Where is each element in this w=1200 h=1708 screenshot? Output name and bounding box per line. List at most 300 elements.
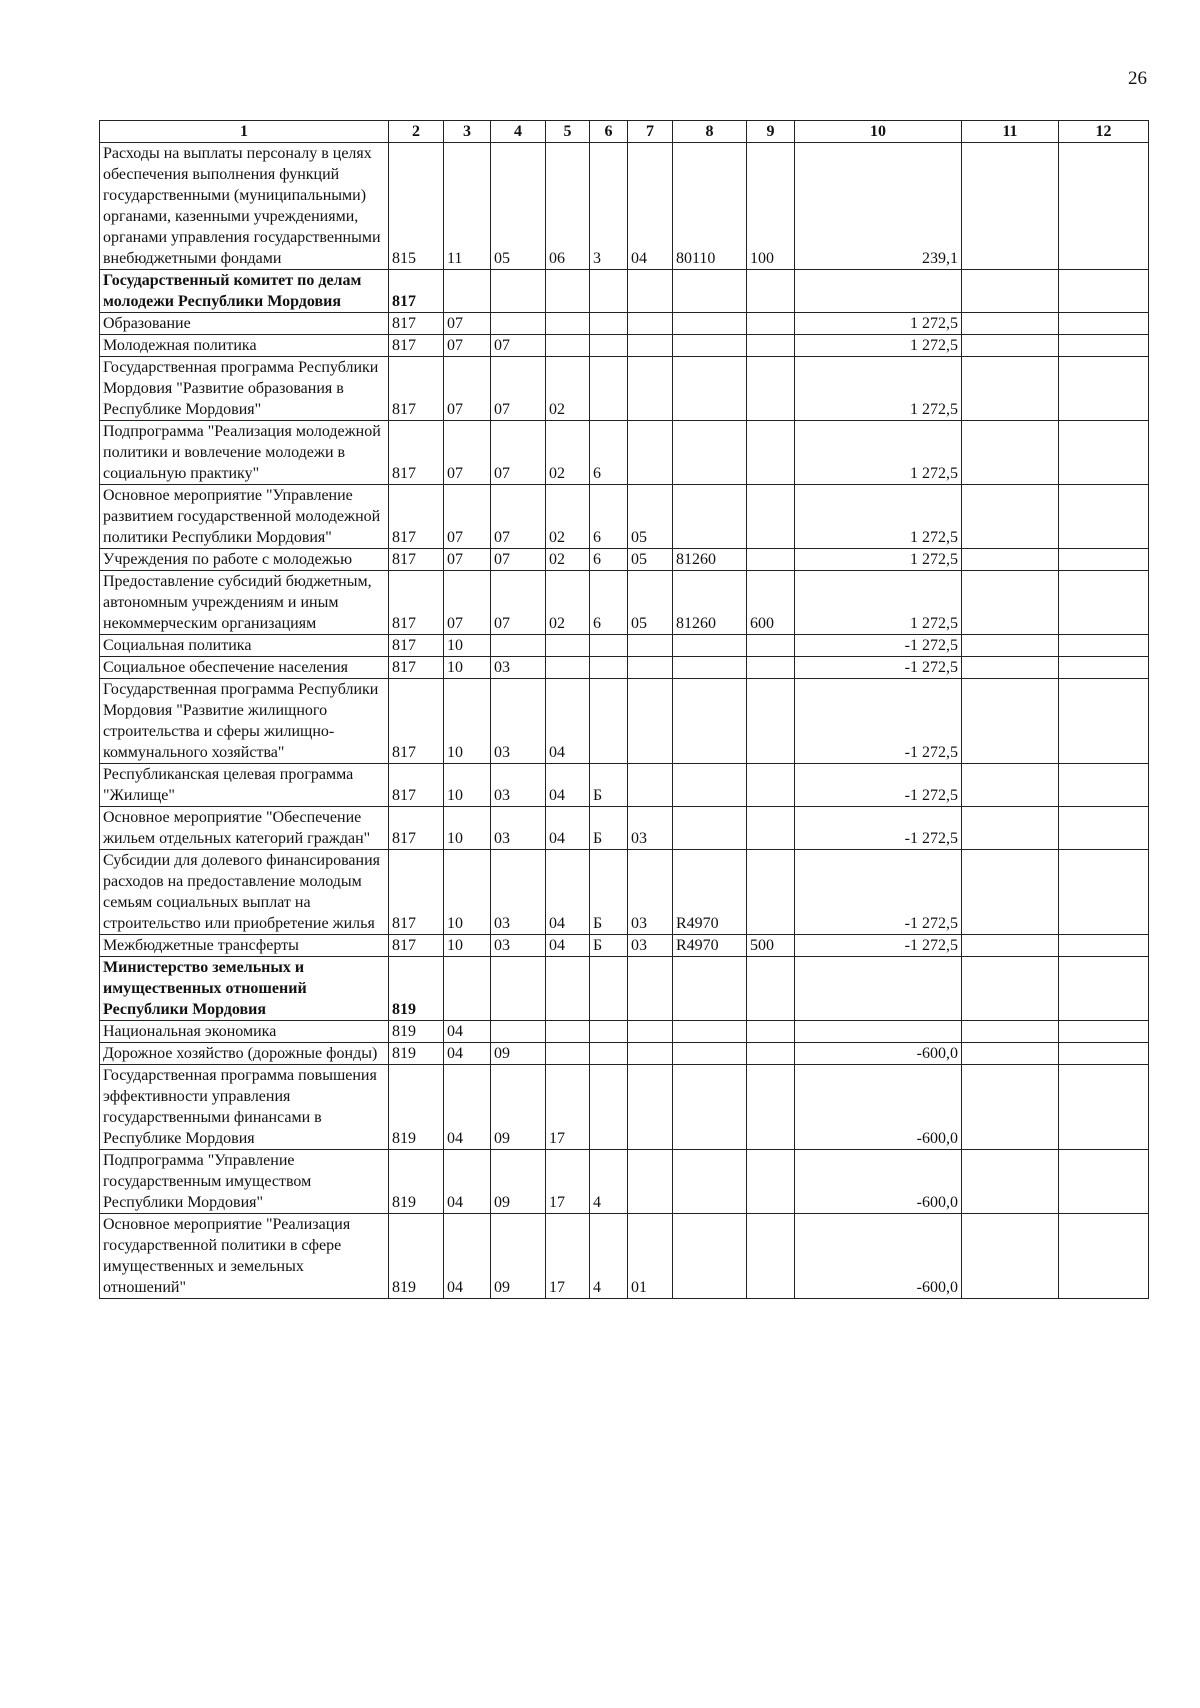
program-cell: 02 [546, 549, 590, 571]
direction-cell [673, 357, 747, 421]
amount-cell: 1 272,5 [795, 313, 962, 335]
direction-cell [673, 270, 747, 313]
section-cell: 07 [444, 571, 491, 635]
amount-cell: -600,0 [795, 1214, 962, 1299]
table-row [100, 957, 1149, 1021]
expense-type-cell [747, 270, 795, 313]
program-cell [546, 957, 590, 1021]
item-name-cell: Дорожное хозяйство (дорожные фонды) [100, 1043, 389, 1065]
expense-type-cell [747, 1043, 795, 1065]
subsection-cell [491, 1021, 546, 1043]
column-12-cell [1059, 143, 1149, 270]
item-name-cell: Государственный комитет по делам молодежи Республики Мордовия [100, 270, 389, 313]
program-cell: 04 [546, 850, 590, 935]
admin-code-cell: 817 [389, 485, 444, 549]
direction-cell [673, 807, 747, 850]
table-row [100, 657, 1149, 679]
direction-cell [673, 957, 747, 1021]
activity-cell [628, 1021, 673, 1043]
column-12-cell [1059, 957, 1149, 1021]
subsection-cell: 07 [491, 549, 546, 571]
amount-cell: -1 272,5 [795, 850, 962, 935]
program-cell: 04 [546, 935, 590, 957]
admin-code-cell: 819 [389, 1214, 444, 1299]
admin-code-cell: 817 [389, 850, 444, 935]
table-row [100, 1043, 1149, 1065]
subsection-cell [491, 957, 546, 1021]
table-row [100, 270, 1149, 313]
activity-cell [628, 764, 673, 807]
amount-cell: -1 272,5 [795, 657, 962, 679]
column-11-cell [962, 635, 1059, 657]
column-12-cell [1059, 485, 1149, 549]
expense-type-cell [747, 957, 795, 1021]
section-cell: 10 [444, 935, 491, 957]
column-11-cell [962, 313, 1059, 335]
header-row [100, 121, 1149, 143]
subprogram-cell: 6 [590, 549, 628, 571]
section-cell: 10 [444, 764, 491, 807]
item-name-cell: Государственная программа Республики Мордовия "Развитие жилищного строительства и сферы жилищно-коммунального хозяйства" [100, 679, 389, 764]
table-row [100, 1214, 1149, 1299]
column-12-cell [1059, 1043, 1149, 1065]
item-name-cell: Основное мероприятие "Реализация государственной политики в сфере имущественных и земельных отношений" [100, 1214, 389, 1299]
admin-code-cell: 817 [389, 764, 444, 807]
activity-cell: 05 [628, 571, 673, 635]
direction-cell [673, 1021, 747, 1043]
subsection-cell: 07 [491, 335, 546, 357]
program-cell [546, 335, 590, 357]
column-header-5: 5 [546, 121, 590, 143]
item-name-cell: Министерство земельных и имущественных отношений Республики Мордовия [100, 957, 389, 1021]
amount-cell: 1 272,5 [795, 571, 962, 635]
activity-cell [628, 657, 673, 679]
item-name-cell: Социальное обеспечение населения [100, 657, 389, 679]
direction-cell [673, 485, 747, 549]
subprogram-cell [590, 335, 628, 357]
table-row [100, 571, 1149, 635]
column-header-7: 7 [628, 121, 673, 143]
direction-cell: 81260 [673, 549, 747, 571]
section-cell [444, 957, 491, 1021]
program-cell: 02 [546, 357, 590, 421]
column-12-cell [1059, 335, 1149, 357]
table-row [100, 485, 1149, 549]
column-11-cell [962, 957, 1059, 1021]
activity-cell: 05 [628, 485, 673, 549]
amount-cell: 1 272,5 [795, 335, 962, 357]
expense-type-cell [747, 549, 795, 571]
subprogram-cell [590, 635, 628, 657]
admin-code-cell: 817 [389, 270, 444, 313]
amount-cell: 1 272,5 [795, 549, 962, 571]
admin-code-cell: 817 [389, 657, 444, 679]
expense-type-cell [747, 657, 795, 679]
subprogram-cell: Б [590, 764, 628, 807]
admin-code-cell: 819 [389, 1065, 444, 1150]
table-row [100, 935, 1149, 957]
program-cell [546, 1043, 590, 1065]
expense-type-cell [747, 485, 795, 549]
direction-cell: R4970 [673, 850, 747, 935]
direction-cell [673, 1150, 747, 1214]
subsection-cell: 07 [491, 421, 546, 485]
amount-cell: -1 272,5 [795, 764, 962, 807]
expense-type-cell [747, 1021, 795, 1043]
section-cell: 04 [444, 1043, 491, 1065]
program-cell [546, 313, 590, 335]
column-11-cell [962, 571, 1059, 635]
column-11-cell [962, 1214, 1059, 1299]
table-row [100, 635, 1149, 657]
column-12-cell [1059, 571, 1149, 635]
expense-type-cell: 500 [747, 935, 795, 957]
section-cell: 10 [444, 635, 491, 657]
section-cell: 11 [444, 143, 491, 270]
admin-code-cell: 817 [389, 357, 444, 421]
activity-cell [628, 335, 673, 357]
column-12-cell [1059, 635, 1149, 657]
expense-type-cell [747, 421, 795, 485]
column-12-cell [1059, 549, 1149, 571]
column-header-12: 12 [1059, 121, 1149, 143]
subprogram-cell: 4 [590, 1150, 628, 1214]
column-11-cell [962, 1065, 1059, 1150]
column-11-cell [962, 1021, 1059, 1043]
subprogram-cell [590, 357, 628, 421]
program-cell: 04 [546, 807, 590, 850]
item-name-cell: Государственная программа Республики Мордовия "Развитие образования в Республике Мордовия" [100, 357, 389, 421]
subsection-cell: 03 [491, 657, 546, 679]
item-name-cell: Учреждения по работе с молодежью [100, 549, 389, 571]
column-11-cell [962, 1150, 1059, 1214]
section-cell [444, 270, 491, 313]
direction-cell [673, 635, 747, 657]
program-cell [546, 657, 590, 679]
section-cell: 07 [444, 357, 491, 421]
amount-cell: 1 272,5 [795, 421, 962, 485]
item-name-cell: Республиканская целевая программа "Жилище" [100, 764, 389, 807]
column-12-cell [1059, 1021, 1149, 1043]
program-cell: 17 [546, 1065, 590, 1150]
subsection-cell: 03 [491, 679, 546, 764]
admin-code-cell: 817 [389, 635, 444, 657]
column-11-cell [962, 850, 1059, 935]
table-row [100, 335, 1149, 357]
program-cell [546, 1021, 590, 1043]
section-cell: 04 [444, 1021, 491, 1043]
section-cell: 04 [444, 1065, 491, 1150]
item-name-cell: Межбюджетные трансферты [100, 935, 389, 957]
subsection-cell: 07 [491, 485, 546, 549]
activity-cell [628, 313, 673, 335]
subsection-cell: 03 [491, 935, 546, 957]
activity-cell: 05 [628, 549, 673, 571]
amount-cell: 239,1 [795, 143, 962, 270]
column-12-cell [1059, 679, 1149, 764]
admin-code-cell: 819 [389, 1043, 444, 1065]
section-cell: 10 [444, 807, 491, 850]
amount-cell [795, 270, 962, 313]
column-11-cell [962, 657, 1059, 679]
amount-cell: 1 272,5 [795, 485, 962, 549]
activity-cell: 03 [628, 850, 673, 935]
activity-cell [628, 1043, 673, 1065]
subsection-cell [491, 270, 546, 313]
subprogram-cell: 6 [590, 421, 628, 485]
subsection-cell: 09 [491, 1043, 546, 1065]
subsection-cell: 03 [491, 764, 546, 807]
table-row [100, 764, 1149, 807]
subprogram-cell: 6 [590, 571, 628, 635]
column-header-6: 6 [590, 121, 628, 143]
subprogram-cell [590, 1065, 628, 1150]
program-cell: 06 [546, 143, 590, 270]
item-name-cell: Молодежная политика [100, 335, 389, 357]
activity-cell: 03 [628, 935, 673, 957]
column-header-11: 11 [962, 121, 1059, 143]
direction-cell [673, 421, 747, 485]
subprogram-cell [590, 313, 628, 335]
subsection-cell: 07 [491, 357, 546, 421]
section-cell: 07 [444, 485, 491, 549]
section-cell: 07 [444, 549, 491, 571]
activity-cell [628, 421, 673, 485]
expense-type-cell [747, 764, 795, 807]
amount-cell: -1 272,5 [795, 635, 962, 657]
amount-cell: -1 272,5 [795, 935, 962, 957]
subsection-cell [491, 635, 546, 657]
subprogram-cell [590, 957, 628, 1021]
subsection-cell: 09 [491, 1150, 546, 1214]
column-header-8: 8 [673, 121, 747, 143]
expense-type-cell [747, 807, 795, 850]
amount-cell: -600,0 [795, 1043, 962, 1065]
program-cell: 04 [546, 679, 590, 764]
admin-code-cell: 817 [389, 679, 444, 764]
subprogram-cell: 3 [590, 143, 628, 270]
subprogram-cell [590, 270, 628, 313]
program-cell: 04 [546, 764, 590, 807]
column-12-cell [1059, 1150, 1149, 1214]
admin-code-cell: 819 [389, 1150, 444, 1214]
table-row [100, 143, 1149, 270]
subsection-cell: 07 [491, 571, 546, 635]
column-11-cell [962, 143, 1059, 270]
column-12-cell [1059, 421, 1149, 485]
program-cell: 02 [546, 485, 590, 549]
admin-code-cell: 817 [389, 549, 444, 571]
expense-type-cell [747, 850, 795, 935]
column-11-cell [962, 549, 1059, 571]
subprogram-cell: Б [590, 850, 628, 935]
item-name-cell: Национальная экономика [100, 1021, 389, 1043]
expense-type-cell [747, 335, 795, 357]
section-cell: 07 [444, 313, 491, 335]
column-12-cell [1059, 935, 1149, 957]
activity-cell: 03 [628, 807, 673, 850]
subprogram-cell [590, 1021, 628, 1043]
admin-code-cell: 817 [389, 807, 444, 850]
expense-type-cell [747, 1065, 795, 1150]
column-header-9: 9 [747, 121, 795, 143]
admin-code-cell: 817 [389, 335, 444, 357]
admin-code-cell: 817 [389, 313, 444, 335]
amount-cell [795, 1021, 962, 1043]
direction-cell [673, 313, 747, 335]
subprogram-cell [590, 679, 628, 764]
activity-cell [628, 957, 673, 1021]
item-name-cell: Расходы на выплаты персоналу в целях обеспечения выполнения функций государственными (муниципальными) органами, казенными учреждениями, органами управления государственными внебюджетными фондами [100, 143, 389, 270]
program-cell: 02 [546, 421, 590, 485]
subsection-cell [491, 313, 546, 335]
direction-cell: 80110 [673, 143, 747, 270]
subprogram-cell: 4 [590, 1214, 628, 1299]
section-cell: 07 [444, 421, 491, 485]
subprogram-cell: Б [590, 807, 628, 850]
table-row [100, 357, 1149, 421]
column-11-cell [962, 764, 1059, 807]
expense-type-cell [747, 1150, 795, 1214]
direction-cell [673, 335, 747, 357]
item-name-cell: Основное мероприятие "Обеспечение жильем отдельных категорий граждан" [100, 807, 389, 850]
subsection-cell: 09 [491, 1065, 546, 1150]
column-11-cell [962, 421, 1059, 485]
expense-type-cell [747, 679, 795, 764]
direction-cell [673, 657, 747, 679]
item-name-cell: Подпрограмма "Реализация молодежной политики и вовлечение молодежи в социальную практику" [100, 421, 389, 485]
expense-type-cell: 100 [747, 143, 795, 270]
direction-cell [673, 679, 747, 764]
program-cell: 17 [546, 1150, 590, 1214]
amount-cell: 1 272,5 [795, 357, 962, 421]
direction-cell [673, 1214, 747, 1299]
column-12-cell [1059, 357, 1149, 421]
program-cell: 02 [546, 571, 590, 635]
page-number: 26 [1128, 68, 1147, 89]
activity-cell [628, 1150, 673, 1214]
table-row [100, 313, 1149, 335]
column-12-cell [1059, 313, 1149, 335]
subprogram-cell: 6 [590, 485, 628, 549]
subsection-cell: 09 [491, 1214, 546, 1299]
table-row [100, 421, 1149, 485]
item-name-cell: Основное мероприятие "Управление развитием государственной молодежной политики Республики Мордовия" [100, 485, 389, 549]
column-header-3: 3 [444, 121, 491, 143]
item-name-cell: Государственная программа повышения эффективности управления государственными финансами в Республике Мордовия [100, 1065, 389, 1150]
table-row [100, 807, 1149, 850]
table-row [100, 1065, 1149, 1150]
activity-cell [628, 635, 673, 657]
column-header-4: 4 [491, 121, 546, 143]
item-name-cell: Подпрограмма "Управление государственным имуществом Республики Мордовия" [100, 1150, 389, 1214]
admin-code-cell: 819 [389, 1021, 444, 1043]
column-12-cell [1059, 270, 1149, 313]
admin-code-cell: 815 [389, 143, 444, 270]
activity-cell [628, 1065, 673, 1150]
section-cell: 04 [444, 1214, 491, 1299]
expense-type-cell [747, 1214, 795, 1299]
activity-cell [628, 357, 673, 421]
section-cell: 10 [444, 850, 491, 935]
direction-cell [673, 1065, 747, 1150]
amount-cell: -1 272,5 [795, 807, 962, 850]
budget-table [99, 120, 1149, 1299]
expense-type-cell [747, 313, 795, 335]
column-11-cell [962, 679, 1059, 764]
column-11-cell [962, 1043, 1059, 1065]
expense-type-cell [747, 635, 795, 657]
item-name-cell: Социальная политика [100, 635, 389, 657]
table-row [100, 549, 1149, 571]
column-11-cell [962, 270, 1059, 313]
activity-cell: 04 [628, 143, 673, 270]
column-12-cell [1059, 850, 1149, 935]
column-11-cell [962, 357, 1059, 421]
admin-code-cell: 817 [389, 421, 444, 485]
column-11-cell [962, 335, 1059, 357]
table-row [100, 1150, 1149, 1214]
program-cell [546, 270, 590, 313]
table-row [100, 1021, 1149, 1043]
direction-cell [673, 764, 747, 807]
item-name-cell: Образование [100, 313, 389, 335]
amount-cell: -1 272,5 [795, 679, 962, 764]
section-cell: 10 [444, 657, 491, 679]
column-11-cell [962, 485, 1059, 549]
column-12-cell [1059, 764, 1149, 807]
admin-code-cell: 817 [389, 935, 444, 957]
column-11-cell [962, 935, 1059, 957]
section-cell: 07 [444, 335, 491, 357]
direction-cell [673, 1043, 747, 1065]
amount-cell: -600,0 [795, 1065, 962, 1150]
item-name-cell: Субсидии для долевого финансирования расходов на предоставление молодым семьям социальных выплат на строительство или приобретение жилья [100, 850, 389, 935]
subsection-cell: 03 [491, 850, 546, 935]
subprogram-cell [590, 657, 628, 679]
activity-cell [628, 679, 673, 764]
subsection-cell: 05 [491, 143, 546, 270]
column-12-cell [1059, 1214, 1149, 1299]
section-cell: 04 [444, 1150, 491, 1214]
program-cell: 17 [546, 1214, 590, 1299]
column-header-10: 10 [795, 121, 962, 143]
admin-code-cell: 817 [389, 571, 444, 635]
table-row [100, 850, 1149, 935]
subprogram-cell: Б [590, 935, 628, 957]
amount-cell: -600,0 [795, 1150, 962, 1214]
admin-code-cell: 819 [389, 957, 444, 1021]
column-header-1: 1 [100, 121, 389, 143]
section-cell: 10 [444, 679, 491, 764]
column-11-cell [962, 807, 1059, 850]
table-body [100, 143, 1149, 1299]
subprogram-cell [590, 1043, 628, 1065]
column-12-cell [1059, 1065, 1149, 1150]
activity-cell [628, 270, 673, 313]
column-12-cell [1059, 807, 1149, 850]
activity-cell: 01 [628, 1214, 673, 1299]
expense-type-cell: 600 [747, 571, 795, 635]
table-row [100, 679, 1149, 764]
column-header-2: 2 [389, 121, 444, 143]
item-name-cell: Предоставление субсидий бюджетным, автономным учреждениям и иным некоммерческим организациям [100, 571, 389, 635]
direction-cell: R4970 [673, 935, 747, 957]
direction-cell: 81260 [673, 571, 747, 635]
column-12-cell [1059, 657, 1149, 679]
expense-type-cell [747, 357, 795, 421]
amount-cell [795, 957, 962, 1021]
